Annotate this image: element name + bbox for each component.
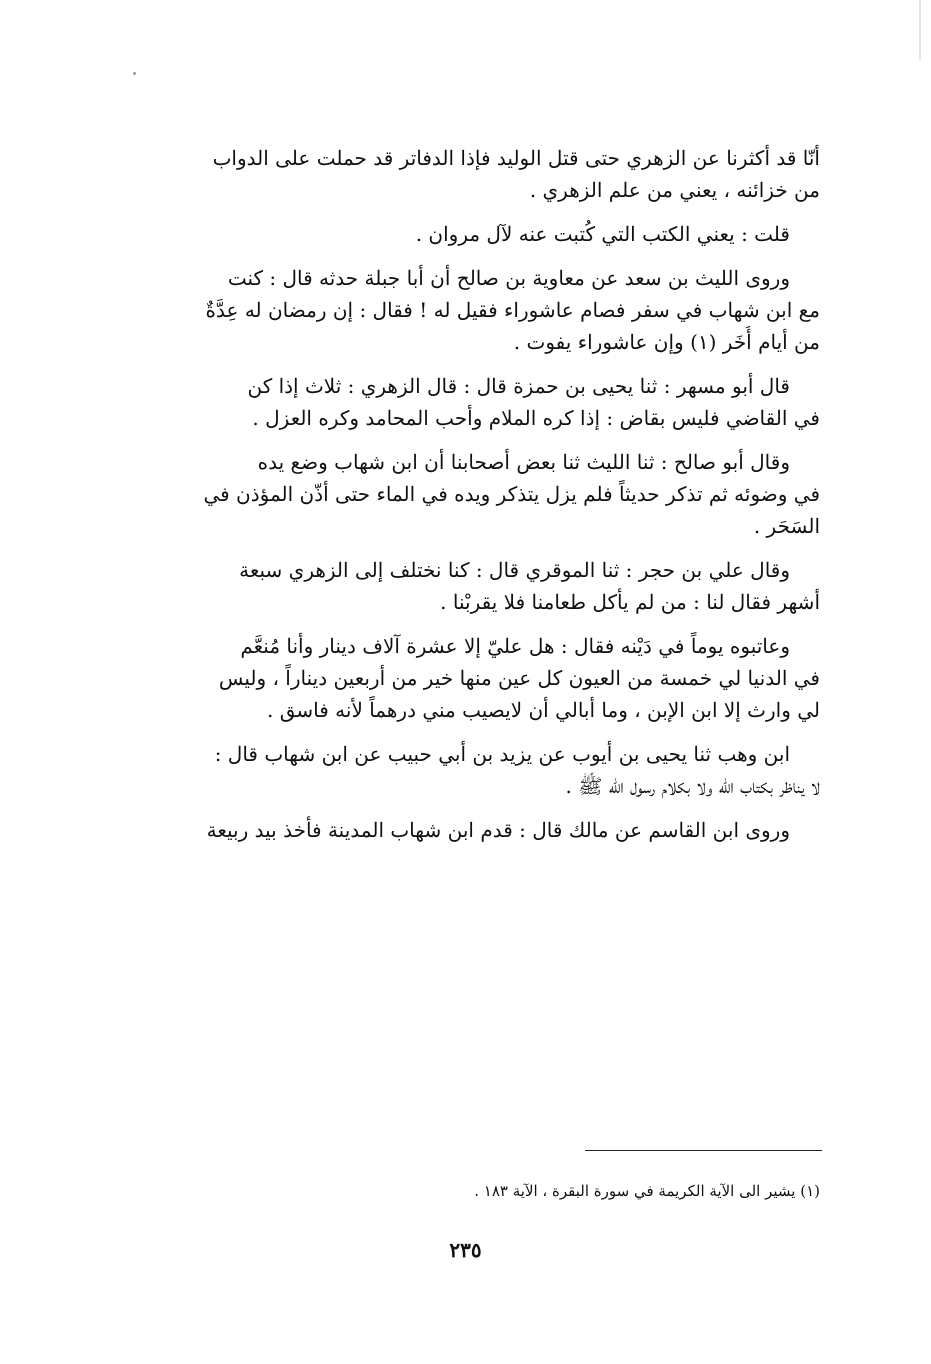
text-line: وقال علي بن حجر : ثنا الموقري قال : كنا نختلف إلى الزهري سبعة	[239, 558, 790, 582]
text-line: أشهر فقال لنا : من لم يأكل طعامنا فلا يقربْنا .	[440, 590, 820, 614]
text-line: في الدنيا لي خمسة من العيون كل عين منها خير من أربعين ديناراً ، وليس	[218, 666, 820, 690]
text-line: ابن وهب ثنا يحيى بن أيوب عن يزيد بن أبي حبيب عن ابن شهاب قال :	[214, 742, 790, 766]
text-line: لي وارث إلا ابن الإبن ، وما أبالي أن لايصيب مني درهماً لأنه فاسق .	[267, 698, 820, 722]
text-line: وعاتبوه يوماً في دَيْنه فقال : هل عليّ إلا عشرة آلاف دينار وأنا مُنعَّم	[240, 634, 790, 658]
paragraph	[155, 446, 820, 542]
text-line: السَحَر .	[753, 514, 820, 538]
text-line: قلت : يعني الكتب التي كُتبت عنه لآل مروان .	[415, 222, 790, 246]
text-line: من خزائنه ، يعني من علم الزهري .	[529, 178, 820, 202]
paragraph	[155, 630, 820, 726]
paragraph	[155, 218, 820, 250]
paragraph	[155, 142, 820, 206]
text-line: في وضوئه ثم تذكر حديثاً فلم يزل يتذكر ويده في الماء حتى أذّن المؤذن في	[203, 482, 820, 506]
text-line: قال أبو مسهر : ثنا يحيى بن حمزة قال : قال الزهري : ثلاث إذا كن	[247, 374, 790, 398]
text-line: مع ابن شهاب في سفر فصام عاشوراء فقيل له ! فقال : إن رمضان له عِدَّةٌ	[205, 298, 820, 322]
paragraph	[155, 262, 820, 358]
page-number: ٢٣٥	[449, 1238, 482, 1262]
footnote-divider	[585, 1150, 822, 1151]
text-line: لا يناظر بكتاب الله ولا بكلام رسول الله ﷺ .	[565, 774, 820, 798]
text-line: وقال أبو صالح : ثنا الليث ثنا بعض أصحابنا أن ابن شهاب وضع يده	[257, 450, 790, 474]
text-line: من أيام أُخَر (١) وإن عاشوراء يفوت .	[513, 330, 820, 354]
text-line: وروى ابن القاسم عن مالك قال : قدم ابن شهاب المدينة فأخذ بيد ربيعة	[206, 818, 790, 842]
scan-speck	[133, 72, 136, 75]
paragraph	[155, 554, 820, 618]
text-line: وروى الليث بن سعد عن معاوية بن صالح أن أبا جبلة حدثه قال : كنت	[227, 266, 790, 290]
paragraph	[155, 370, 820, 434]
main-text	[155, 142, 820, 858]
scan-edge-shadow	[919, 0, 921, 60]
paragraph	[155, 738, 820, 802]
paragraph	[155, 814, 820, 846]
footnote: (١) يشير الى الآية الكريمة في سورة البقرة ، الآية ١٨٣ .	[474, 1182, 820, 1200]
text-line: في القاضي فليس بقاض : إذا كره الملام وأحب المحامد وكره العزل .	[252, 406, 820, 430]
text-line: أنّا قد أكثرنا عن الزهري حتى قتل الوليد فإذا الدفاتر قد حملت على الدواب	[212, 146, 820, 170]
